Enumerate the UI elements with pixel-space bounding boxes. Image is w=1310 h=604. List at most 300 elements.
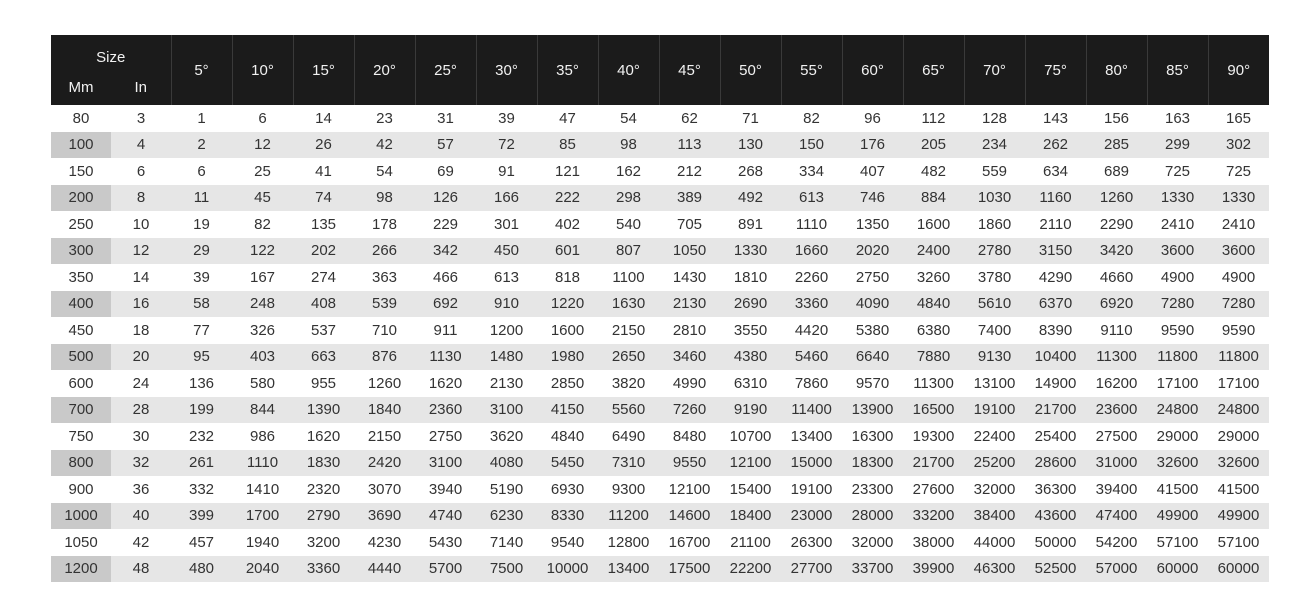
size-mm-cell: 250 (51, 211, 111, 238)
value-cell: 49900 (1208, 503, 1269, 530)
angle-header: 80° (1086, 35, 1147, 105)
value-cell: 1110 (781, 211, 842, 238)
value-cell: 178 (354, 211, 415, 238)
value-cell: 408 (293, 291, 354, 318)
value-cell: 910 (476, 291, 537, 318)
value-cell: 2020 (842, 238, 903, 265)
value-cell: 11800 (1147, 344, 1208, 371)
value-cell: 121 (537, 158, 598, 185)
value-cell: 884 (903, 185, 964, 212)
value-cell: 299 (1147, 132, 1208, 159)
value-cell: 326 (232, 317, 293, 344)
value-cell: 2130 (476, 370, 537, 397)
value-cell: 3150 (1025, 238, 1086, 265)
value-cell: 12100 (659, 476, 720, 503)
value-cell: 2810 (659, 317, 720, 344)
value-cell: 2650 (598, 344, 659, 371)
value-cell: 4080 (476, 450, 537, 477)
value-cell: 112 (903, 105, 964, 132)
value-cell: 205 (903, 132, 964, 159)
value-cell: 1660 (781, 238, 842, 265)
value-cell: 1 (171, 105, 232, 132)
value-cell: 725 (1208, 158, 1269, 185)
value-cell: 1390 (293, 397, 354, 424)
value-cell: 19 (171, 211, 232, 238)
value-cell: 25200 (964, 450, 1025, 477)
size-mm-cell: 350 (51, 264, 111, 291)
value-cell: 23600 (1086, 397, 1147, 424)
size-in-cell: 16 (111, 291, 171, 318)
value-cell: 33700 (842, 556, 903, 583)
value-cell: 18400 (720, 503, 781, 530)
value-cell: 7140 (476, 529, 537, 556)
value-cell: 2290 (1086, 211, 1147, 238)
value-cell: 24800 (1208, 397, 1269, 424)
angle-header: 10° (232, 35, 293, 105)
value-cell: 9300 (598, 476, 659, 503)
value-cell: 26300 (781, 529, 842, 556)
value-cell: 8330 (537, 503, 598, 530)
value-cell: 363 (354, 264, 415, 291)
value-cell: 11300 (903, 370, 964, 397)
size-in-cell: 18 (111, 317, 171, 344)
value-cell: 539 (354, 291, 415, 318)
value-cell: 266 (354, 238, 415, 265)
value-cell: 3780 (964, 264, 1025, 291)
value-cell: 16500 (903, 397, 964, 424)
value-cell: 7860 (781, 370, 842, 397)
size-mm-cell: 1050 (51, 529, 111, 556)
table-row (51, 370, 1269, 397)
value-cell: 876 (354, 344, 415, 371)
value-cell: 807 (598, 238, 659, 265)
value-cell: 25 (232, 158, 293, 185)
value-cell: 7310 (598, 450, 659, 477)
value-cell: 2410 (1208, 211, 1269, 238)
value-cell: 1330 (1208, 185, 1269, 212)
size-mm-cell: 1200 (51, 556, 111, 583)
value-cell: 2110 (1025, 211, 1086, 238)
value-cell: 16200 (1086, 370, 1147, 397)
value-cell: 5560 (598, 397, 659, 424)
size-in-cell: 6 (111, 158, 171, 185)
angle-header: 70° (964, 35, 1025, 105)
value-cell: 4900 (1147, 264, 1208, 291)
value-cell: 1430 (659, 264, 720, 291)
value-cell: 74 (293, 185, 354, 212)
value-cell: 27600 (903, 476, 964, 503)
value-cell: 54200 (1086, 529, 1147, 556)
size-mm-cell: 400 (51, 291, 111, 318)
angle-header: 75° (1025, 35, 1086, 105)
value-cell: 986 (232, 423, 293, 450)
value-cell: 1600 (537, 317, 598, 344)
value-cell: 202 (293, 238, 354, 265)
value-cell: 11 (171, 185, 232, 212)
value-cell: 2150 (354, 423, 415, 450)
value-cell: 57100 (1147, 529, 1208, 556)
value-cell: 4900 (1208, 264, 1269, 291)
value-cell: 21700 (1025, 397, 1086, 424)
value-cell: 457 (171, 529, 232, 556)
value-cell: 1330 (720, 238, 781, 265)
size-in-cell: 42 (111, 529, 171, 556)
value-cell: 3360 (781, 291, 842, 318)
value-cell: 24800 (1147, 397, 1208, 424)
value-cell: 1050 (659, 238, 720, 265)
size-in-cell: 14 (111, 264, 171, 291)
value-cell: 71 (720, 105, 781, 132)
size-mm-cell: 700 (51, 397, 111, 424)
value-cell: 1600 (903, 211, 964, 238)
value-cell: 5610 (964, 291, 1025, 318)
value-cell: 28000 (842, 503, 903, 530)
value-cell: 9190 (720, 397, 781, 424)
size-in-cell: 40 (111, 503, 171, 530)
value-cell: 725 (1147, 158, 1208, 185)
value-cell: 57 (415, 132, 476, 159)
size-mm-cell: 1000 (51, 503, 111, 530)
size-mm-cell: 500 (51, 344, 111, 371)
value-cell: 41500 (1208, 476, 1269, 503)
value-cell: 4090 (842, 291, 903, 318)
value-cell: 16700 (659, 529, 720, 556)
size-in-cell: 32 (111, 450, 171, 477)
value-cell: 407 (842, 158, 903, 185)
size-mm-cell: 750 (51, 423, 111, 450)
value-cell: 689 (1086, 158, 1147, 185)
value-cell: 1860 (964, 211, 1025, 238)
value-cell: 1480 (476, 344, 537, 371)
value-cell: 7400 (964, 317, 1025, 344)
value-cell: 9550 (659, 450, 720, 477)
value-cell: 6370 (1025, 291, 1086, 318)
size-in-cell: 30 (111, 423, 171, 450)
value-cell: 17100 (1147, 370, 1208, 397)
value-cell: 3360 (293, 556, 354, 583)
value-cell: 613 (476, 264, 537, 291)
size-in-cell: 28 (111, 397, 171, 424)
value-cell: 3070 (354, 476, 415, 503)
value-cell: 1260 (1086, 185, 1147, 212)
value-cell: 41 (293, 158, 354, 185)
value-cell: 492 (720, 185, 781, 212)
table-row (51, 556, 1269, 583)
value-cell: 4380 (720, 344, 781, 371)
value-cell: 23 (354, 105, 415, 132)
value-cell: 126 (415, 185, 476, 212)
value-cell: 32000 (842, 529, 903, 556)
value-cell: 844 (232, 397, 293, 424)
value-cell: 7260 (659, 397, 720, 424)
value-cell: 332 (171, 476, 232, 503)
angle-header: 20° (354, 35, 415, 105)
size-mm-cell: 300 (51, 238, 111, 265)
value-cell: 399 (171, 503, 232, 530)
angle-header: 30° (476, 35, 537, 105)
value-cell: 29 (171, 238, 232, 265)
value-cell: 634 (1025, 158, 1086, 185)
value-cell: 2780 (964, 238, 1025, 265)
table-row (51, 291, 1269, 318)
mm-header: Mm (51, 72, 111, 105)
value-cell: 4230 (354, 529, 415, 556)
value-cell: 41500 (1147, 476, 1208, 503)
value-cell: 9110 (1086, 317, 1147, 344)
size-header: Size (51, 35, 171, 72)
value-cell: 9590 (1208, 317, 1269, 344)
value-cell: 29000 (1208, 423, 1269, 450)
table-header (51, 35, 1269, 105)
value-cell: 29000 (1147, 423, 1208, 450)
value-cell: 1980 (537, 344, 598, 371)
value-cell: 15400 (720, 476, 781, 503)
value-cell: 6 (171, 158, 232, 185)
value-cell: 60000 (1147, 556, 1208, 583)
value-cell: 11200 (598, 503, 659, 530)
value-cell: 72 (476, 132, 537, 159)
value-cell: 229 (415, 211, 476, 238)
value-cell: 6310 (720, 370, 781, 397)
value-cell: 285 (1086, 132, 1147, 159)
value-cell: 403 (232, 344, 293, 371)
size-in-cell: 20 (111, 344, 171, 371)
value-cell: 261 (171, 450, 232, 477)
table-row (51, 344, 1269, 371)
value-cell: 82 (232, 211, 293, 238)
value-cell: 580 (232, 370, 293, 397)
value-cell: 1260 (354, 370, 415, 397)
angle-header: 5° (171, 35, 232, 105)
value-cell: 18300 (842, 450, 903, 477)
value-cell: 39 (171, 264, 232, 291)
value-cell: 298 (598, 185, 659, 212)
value-cell: 95 (171, 344, 232, 371)
value-cell: 176 (842, 132, 903, 159)
angle-header: 55° (781, 35, 842, 105)
value-cell: 46300 (964, 556, 1025, 583)
value-cell: 4840 (537, 423, 598, 450)
value-cell: 559 (964, 158, 1025, 185)
value-cell: 2690 (720, 291, 781, 318)
value-cell: 3620 (476, 423, 537, 450)
size-in-cell: 10 (111, 211, 171, 238)
in-header: In (111, 72, 171, 105)
value-cell: 1810 (720, 264, 781, 291)
value-cell: 5430 (415, 529, 476, 556)
value-cell: 1620 (293, 423, 354, 450)
value-cell: 6920 (1086, 291, 1147, 318)
value-cell: 62 (659, 105, 720, 132)
angle-header: 90° (1208, 35, 1269, 105)
value-cell: 11400 (781, 397, 842, 424)
size-mm-cell: 900 (51, 476, 111, 503)
value-cell: 27500 (1086, 423, 1147, 450)
value-cell: 5460 (781, 344, 842, 371)
value-cell: 7280 (1208, 291, 1269, 318)
value-cell: 2320 (293, 476, 354, 503)
value-cell: 402 (537, 211, 598, 238)
value-cell: 450 (476, 238, 537, 265)
size-in-cell: 4 (111, 132, 171, 159)
value-cell: 3100 (476, 397, 537, 424)
table-body (51, 105, 1269, 582)
value-cell: 302 (1208, 132, 1269, 159)
value-cell: 6640 (842, 344, 903, 371)
value-cell: 222 (537, 185, 598, 212)
size-mm-cell: 800 (51, 450, 111, 477)
size-in-cell: 3 (111, 105, 171, 132)
value-cell: 143 (1025, 105, 1086, 132)
value-cell: 1410 (232, 476, 293, 503)
value-cell: 2 (171, 132, 232, 159)
value-cell: 1700 (232, 503, 293, 530)
value-cell: 25400 (1025, 423, 1086, 450)
value-cell: 2790 (293, 503, 354, 530)
value-cell: 43600 (1025, 503, 1086, 530)
value-cell: 39900 (903, 556, 964, 583)
value-cell: 162 (598, 158, 659, 185)
size-mm-cell: 600 (51, 370, 111, 397)
value-cell: 60000 (1208, 556, 1269, 583)
value-cell: 2130 (659, 291, 720, 318)
value-cell: 2040 (232, 556, 293, 583)
value-cell: 165 (1208, 105, 1269, 132)
value-cell: 135 (293, 211, 354, 238)
value-cell: 4420 (781, 317, 842, 344)
value-cell: 4840 (903, 291, 964, 318)
value-cell: 746 (842, 185, 903, 212)
value-cell: 262 (1025, 132, 1086, 159)
value-cell: 7280 (1147, 291, 1208, 318)
value-cell: 2750 (842, 264, 903, 291)
value-cell: 389 (659, 185, 720, 212)
value-cell: 13100 (964, 370, 1025, 397)
value-cell: 3420 (1086, 238, 1147, 265)
size-mm-cell: 100 (51, 132, 111, 159)
value-cell: 13400 (781, 423, 842, 450)
value-cell: 955 (293, 370, 354, 397)
value-cell: 13400 (598, 556, 659, 583)
value-cell: 39400 (1086, 476, 1147, 503)
value-cell: 19300 (903, 423, 964, 450)
value-cell: 9540 (537, 529, 598, 556)
value-cell: 49900 (1147, 503, 1208, 530)
value-cell: 9570 (842, 370, 903, 397)
size-mm-cell: 200 (51, 185, 111, 212)
angle-header: 15° (293, 35, 354, 105)
value-cell: 32600 (1208, 450, 1269, 477)
value-cell: 1030 (964, 185, 1025, 212)
value-cell: 45 (232, 185, 293, 212)
value-cell: 234 (964, 132, 1025, 159)
value-cell: 122 (232, 238, 293, 265)
value-cell: 1830 (293, 450, 354, 477)
table-row (51, 132, 1269, 159)
value-cell: 38000 (903, 529, 964, 556)
value-cell: 6230 (476, 503, 537, 530)
table-row (51, 264, 1269, 291)
value-cell: 274 (293, 264, 354, 291)
value-cell: 57000 (1086, 556, 1147, 583)
value-cell: 38400 (964, 503, 1025, 530)
value-cell: 3820 (598, 370, 659, 397)
value-cell: 3600 (1208, 238, 1269, 265)
value-cell: 4440 (354, 556, 415, 583)
value-cell: 23300 (842, 476, 903, 503)
value-cell: 12800 (598, 529, 659, 556)
size-in-cell: 48 (111, 556, 171, 583)
valve-flow-table-container (51, 35, 1269, 582)
value-cell: 98 (354, 185, 415, 212)
value-cell: 537 (293, 317, 354, 344)
value-cell: 891 (720, 211, 781, 238)
value-cell: 19100 (964, 397, 1025, 424)
value-cell: 1620 (415, 370, 476, 397)
value-cell: 710 (354, 317, 415, 344)
value-cell: 12 (232, 132, 293, 159)
value-cell: 27700 (781, 556, 842, 583)
value-cell: 156 (1086, 105, 1147, 132)
value-cell: 1130 (415, 344, 476, 371)
value-cell: 3690 (354, 503, 415, 530)
value-cell: 334 (781, 158, 842, 185)
value-cell: 5700 (415, 556, 476, 583)
value-cell: 1110 (232, 450, 293, 477)
value-cell: 3460 (659, 344, 720, 371)
value-cell: 21100 (720, 529, 781, 556)
value-cell: 6380 (903, 317, 964, 344)
value-cell: 7880 (903, 344, 964, 371)
value-cell: 16300 (842, 423, 903, 450)
value-cell: 54 (354, 158, 415, 185)
value-cell: 540 (598, 211, 659, 238)
table-row (51, 423, 1269, 450)
value-cell: 128 (964, 105, 1025, 132)
value-cell: 150 (781, 132, 842, 159)
value-cell: 21700 (903, 450, 964, 477)
value-cell: 4660 (1086, 264, 1147, 291)
value-cell: 1940 (232, 529, 293, 556)
value-cell: 1100 (598, 264, 659, 291)
value-cell: 69 (415, 158, 476, 185)
value-cell: 2260 (781, 264, 842, 291)
value-cell: 705 (659, 211, 720, 238)
size-mm-cell: 80 (51, 105, 111, 132)
value-cell: 42 (354, 132, 415, 159)
value-cell: 91 (476, 158, 537, 185)
value-cell: 248 (232, 291, 293, 318)
table-row (51, 238, 1269, 265)
table-row (51, 317, 1269, 344)
table-row (51, 450, 1269, 477)
value-cell: 1350 (842, 211, 903, 238)
value-cell: 15000 (781, 450, 842, 477)
value-cell: 113 (659, 132, 720, 159)
value-cell: 26 (293, 132, 354, 159)
value-cell: 166 (476, 185, 537, 212)
value-cell: 136 (171, 370, 232, 397)
table-row (51, 185, 1269, 212)
value-cell: 3940 (415, 476, 476, 503)
value-cell: 466 (415, 264, 476, 291)
value-cell: 2410 (1147, 211, 1208, 238)
angle-header: 45° (659, 35, 720, 105)
value-cell: 663 (293, 344, 354, 371)
table-row (51, 397, 1269, 424)
value-cell: 5190 (476, 476, 537, 503)
table-row (51, 105, 1269, 132)
